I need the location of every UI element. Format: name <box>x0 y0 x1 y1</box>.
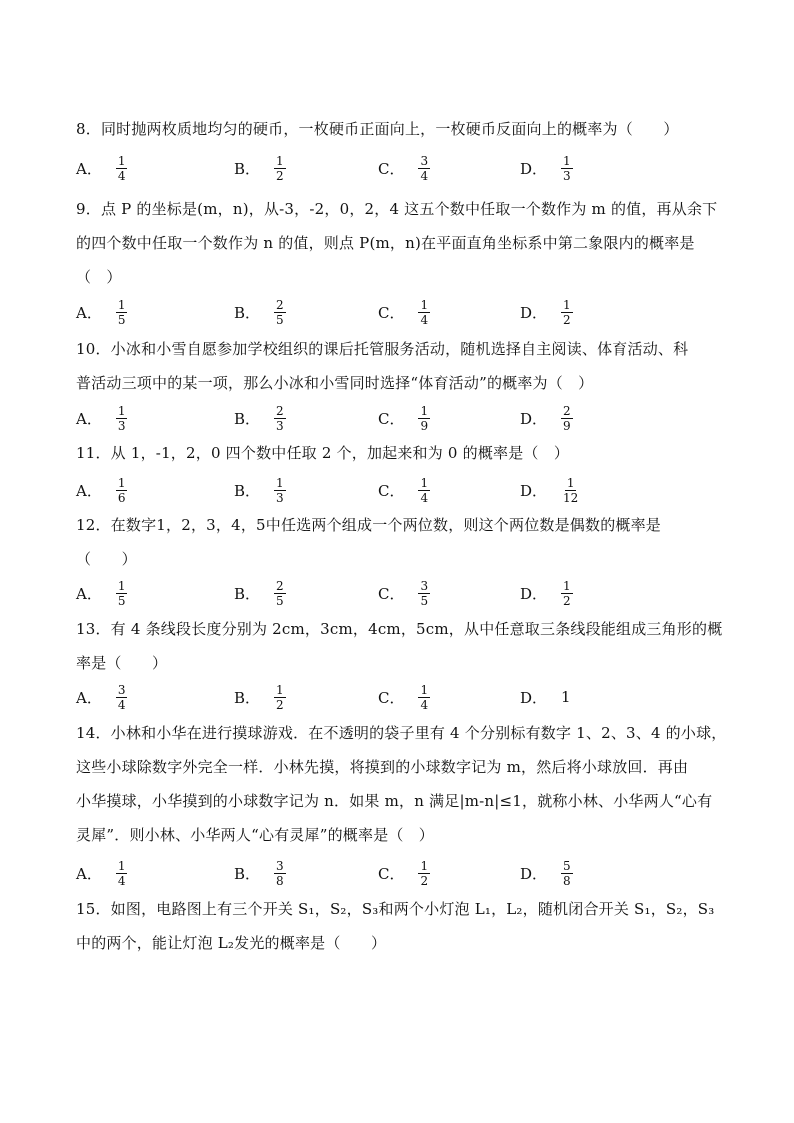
question-line: 14．小林和小华在进行摸球游戏．在不透明的袋子里有 4 个分别标有数字 1、2、3、4 的小球， <box>76 724 727 742</box>
question-line: 9．点 P 的坐标是(m，n)，从-3，-2，0，2，4 这五个数中任取一个数作为 m 的值，再从余下 <box>76 200 718 218</box>
question-9-options <box>76 292 726 332</box>
fraction: $\frac{1}{2}$ <box>420 858 429 888</box>
question-line: 11．从 1，-1，2，0 四个数中任取 2 个，加起来和为 0 的概率是（ ） <box>76 444 570 462</box>
option-c[interactable]: C． $\frac{1}{4}$ <box>378 475 429 505</box>
option-d[interactable]: D． $\frac{1}{2}$ <box>520 297 571 327</box>
option-c[interactable]: C． $\frac{1}{9}$ <box>378 403 429 433</box>
question-line: 的四个数中任取一个数作为 n 的值，则点 P(m，n)在平面直角坐标系中第二象限内的概率是 <box>76 234 695 252</box>
question-15 <box>76 892 726 960</box>
question-line: 15．如图，电路图上有三个开关 S₁，S₂，S₃和两个小灯泡 L₁，L₂，随机闭合开关 S₁，S₂，S₃ <box>76 900 715 918</box>
question-line: 这些小球除数字外完全一样．小林先摸，将摸到的小球数字记为 m，然后将小球放回．再由 <box>76 758 689 776</box>
fraction: $\frac{5}{8}$ <box>563 858 571 888</box>
option-d[interactable]: D． 1 <box>520 688 571 707</box>
option-a[interactable]: A． $\frac{1}{3}$ <box>76 403 126 433</box>
fraction: $\frac{2}{5}$ <box>276 578 284 608</box>
option-d[interactable]: D． $\frac{2}{9}$ <box>520 403 571 433</box>
fraction: $\frac{1}{3}$ <box>117 403 126 433</box>
option-b[interactable]: B． $\frac{1}{2}$ <box>234 682 284 712</box>
option-c[interactable]: C． $\frac{1}{4}$ <box>378 297 429 327</box>
question-line: 中的两个，能让灯泡 L₂发光的概率是（ ） <box>76 934 387 952</box>
option-a[interactable]: A． $\frac{1}{5}$ <box>76 578 126 608</box>
fraction: $\frac{1}{12}$ <box>563 475 579 505</box>
question-line: （ ） <box>76 550 137 568</box>
fraction: $\frac{1}{5}$ <box>117 578 126 608</box>
fraction: $\frac{1}{9}$ <box>420 403 429 433</box>
question-14 <box>76 716 726 852</box>
question-line: 灵犀”．则小林、小华两人“心有灵犀”的概率是（ ） <box>76 826 435 844</box>
question-line: 13．有 4 条线段长度分别为 2cm，3cm，4cm，5cm，从中任意取三条线段能组成三角形的概 <box>76 620 723 638</box>
question-12 <box>76 508 726 576</box>
question-line: 普活动三项中的某一项，那么小冰和小雪同时选择“体育活动”的概率为（ ） <box>76 374 594 392</box>
fraction: $\frac{1}{4}$ <box>117 153 126 183</box>
fraction: $\frac{1}{2}$ <box>563 297 571 327</box>
question-line: 率是（ ） <box>76 654 168 672</box>
question-10-options <box>76 398 726 438</box>
option-value: 1 <box>561 688 571 706</box>
fraction: $\frac{1}{6}$ <box>117 475 126 505</box>
fraction: $\frac{1}{2}$ <box>276 682 284 712</box>
option-d[interactable]: D． $\frac{5}{8}$ <box>520 858 571 888</box>
option-a[interactable]: A． $\frac{1}{4}$ <box>76 153 126 183</box>
fraction: $\frac{3}{4}$ <box>420 153 429 183</box>
fraction: $\frac{1}{3}$ <box>276 475 284 505</box>
option-a[interactable]: A． $\frac{1}{6}$ <box>76 475 126 505</box>
option-b[interactable]: B． $\frac{1}{3}$ <box>234 475 284 505</box>
fraction: $\frac{1}{2}$ <box>276 153 284 183</box>
question-13-options <box>76 677 726 717</box>
option-b[interactable]: B． $\frac{2}{5}$ <box>234 578 284 608</box>
question-11 <box>76 436 726 470</box>
option-a[interactable]: A． $\frac{1}{4}$ <box>76 858 126 888</box>
question-8-options <box>76 148 726 188</box>
question-11-options <box>76 470 726 510</box>
option-c[interactable]: C． $\frac{3}{5}$ <box>378 578 429 608</box>
option-d[interactable]: D． $\frac{1}{2}$ <box>520 578 571 608</box>
fraction: $\frac{2}{9}$ <box>563 403 571 433</box>
question-line: 小华摸球，小华摸到的小球数字记为 n．如果 m，n 满足|m-n|≤1，就称小林、小华两人“心有 <box>76 792 713 810</box>
fraction: $\frac{1}{5}$ <box>117 297 126 327</box>
option-c[interactable]: C． $\frac{1}{4}$ <box>378 682 429 712</box>
option-d[interactable]: D． $\frac{1}{3}$ <box>520 153 571 183</box>
option-d[interactable]: D． $\frac{1}{12}$ <box>520 475 579 505</box>
question-line: 10．小冰和小雪自愿参加学校组织的课后托管服务活动，随机选择自主阅读、体育活动、科 <box>76 340 689 358</box>
question-line: 12．在数字1，2，3，4，5中任选两个组成一个两位数，则这个两位数是偶数的概率是 <box>76 516 662 534</box>
question-10 <box>76 332 726 400</box>
option-b[interactable]: B． $\frac{2}{3}$ <box>234 403 284 433</box>
option-b[interactable]: B． $\frac{2}{5}$ <box>234 297 284 327</box>
fraction: $\frac{1}{4}$ <box>420 475 429 505</box>
fraction: $\frac{1}{4}$ <box>117 858 126 888</box>
fraction: $\frac{3}{5}$ <box>420 578 429 608</box>
fraction: $\frac{1}{4}$ <box>420 682 429 712</box>
question-line: （ ） <box>76 268 122 286</box>
question-14-options <box>76 853 726 893</box>
option-b[interactable]: B． $\frac{1}{2}$ <box>234 153 284 183</box>
fraction: $\frac{3}{8}$ <box>276 858 284 888</box>
option-c[interactable]: C． $\frac{3}{4}$ <box>378 153 429 183</box>
fraction: $\frac{3}{4}$ <box>117 682 126 712</box>
fraction: $\frac{1}{3}$ <box>563 153 571 183</box>
question-13 <box>76 612 726 680</box>
question-12-options <box>76 573 726 613</box>
fraction: $\frac{2}{3}$ <box>276 403 284 433</box>
question-9 <box>76 192 726 294</box>
fraction: $\frac{2}{5}$ <box>276 297 284 327</box>
option-a[interactable]: A． $\frac{3}{4}$ <box>76 682 126 712</box>
fraction: $\frac{1}{4}$ <box>420 297 429 327</box>
option-b[interactable]: B． $\frac{3}{8}$ <box>234 858 284 888</box>
fraction: $\frac{1}{2}$ <box>563 578 571 608</box>
option-c[interactable]: C． $\frac{1}{2}$ <box>378 858 429 888</box>
option-a[interactable]: A． $\frac{1}{5}$ <box>76 297 126 327</box>
question-8 <box>76 112 726 146</box>
question-line: 8．同时抛两枚质地均匀的硬币，一枚硬币正面向上，一枚硬币反面向上的概率为（ ） <box>76 120 679 138</box>
